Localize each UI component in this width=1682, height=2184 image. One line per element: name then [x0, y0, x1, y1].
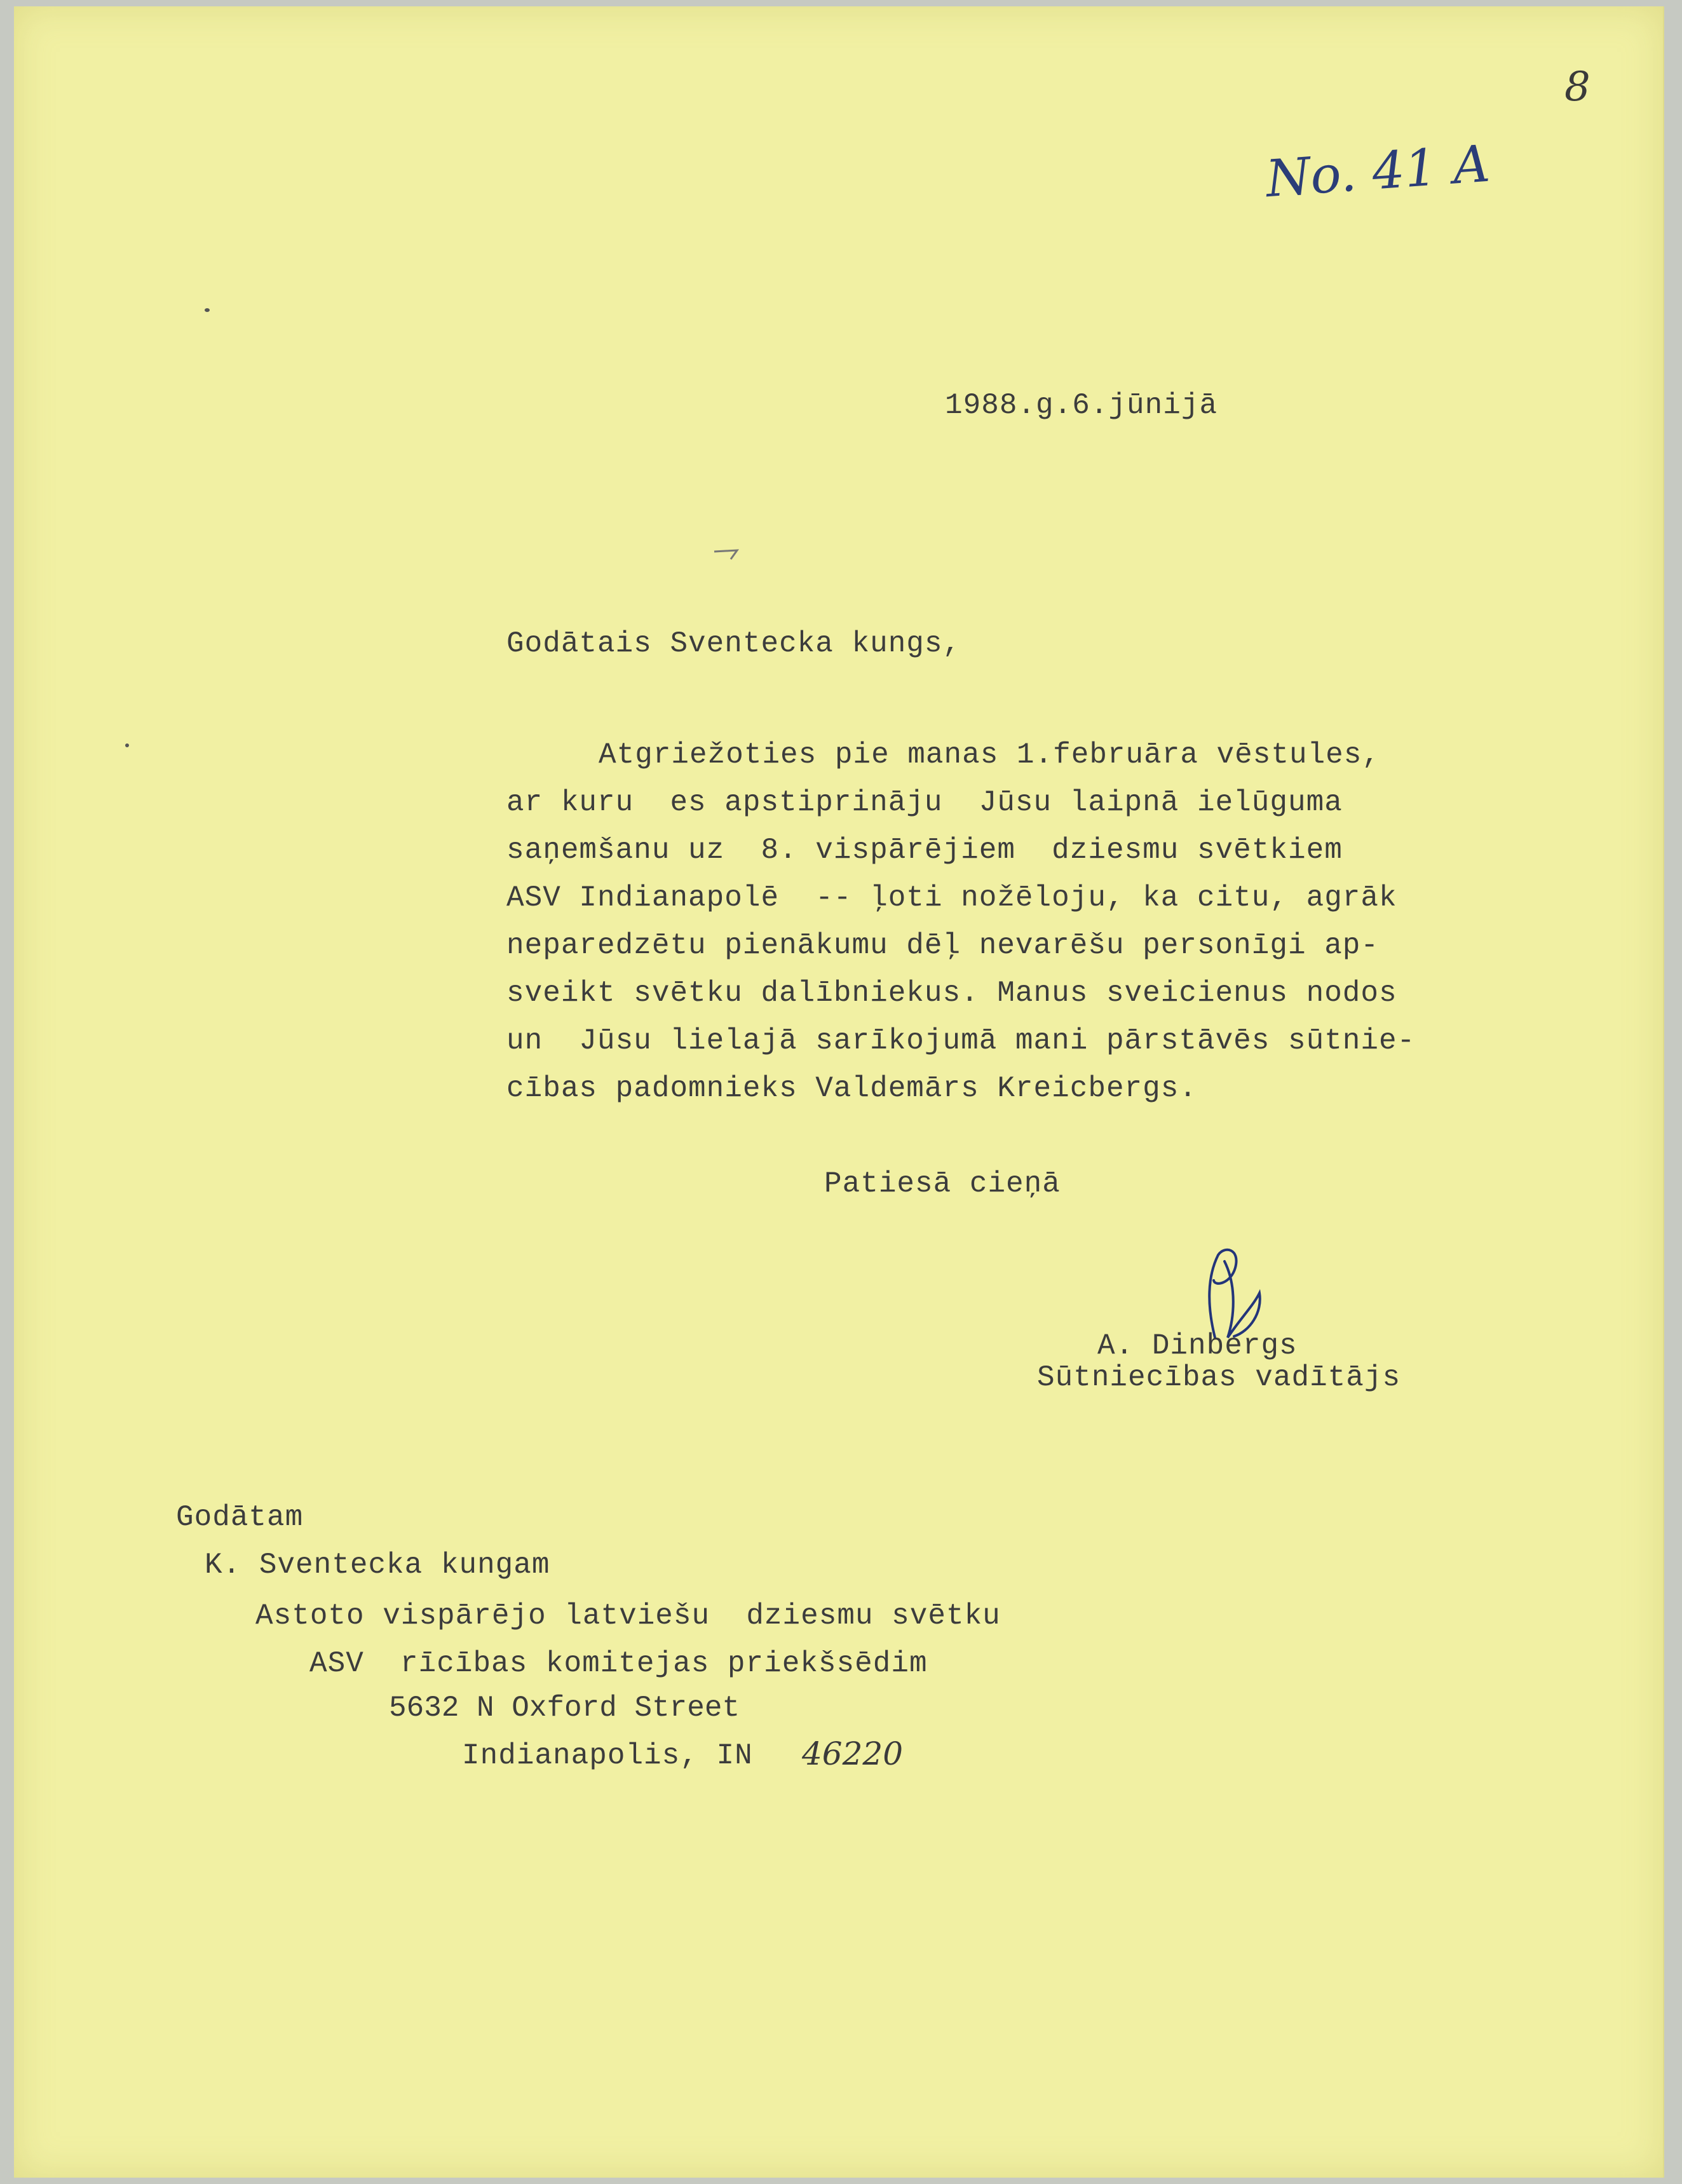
letter-page [14, 6, 1664, 2178]
recipient-city: Indianapolis, IN [462, 1739, 753, 1772]
recipient-line: Astoto vispārējo latviešu dziesmu svētku [255, 1599, 1001, 1632]
signer-name: A. Dinbergs [1097, 1329, 1298, 1362]
recipient-street: 5632 N Oxford Street [389, 1692, 740, 1725]
paper-speck [205, 308, 210, 312]
recipient-line: Godātam [176, 1501, 304, 1534]
recipient-line: ASV rīcības komitejas priekšsēdim [309, 1647, 928, 1680]
body-line: sveikt svētku dalībniekus. Manus sveicienus nodos [506, 977, 1397, 1010]
recipient-zip: 46220 [802, 1735, 904, 1772]
body-line: ASV Indianapolē -- ļoti nožēloju, ka citu, agrāk [506, 881, 1397, 914]
body-line: un Jūsu lielajā sarīkojumā mani pārstāvēs sūtnie- [506, 1024, 1416, 1057]
body-line: ar kuru es apstiprināju Jūsu laipnā ielūguma [506, 786, 1343, 819]
body-line: cības padomnieks Valdemārs Kreicbergs. [506, 1072, 1197, 1105]
signer-title: Sūtniecības vadītājs [1037, 1361, 1401, 1394]
body-line: neparedzētu pienākumu dēļ nevarēšu personīgi ap- [506, 929, 1380, 962]
pencil-mark [712, 545, 750, 564]
salutation: Godātais Sventecka kungs, [506, 627, 961, 660]
paper-speck [125, 743, 129, 747]
body-line: Atgriežoties pie manas 1.februāra vēstules, [599, 738, 1380, 771]
body-line: saņemšanu uz 8. vispārējiem dziesmu svētkiem [506, 834, 1343, 867]
closing: Patiesā cieņā [824, 1167, 1061, 1200]
page-number-handwritten: 8 [1564, 64, 1590, 111]
letter-date: 1988.g.6.jūnijā [945, 389, 1218, 422]
document-number-handwritten: No. 41 A [1264, 133, 1492, 209]
signature [1190, 1242, 1272, 1344]
recipient-line: K. Sventecka kungam [205, 1549, 550, 1582]
